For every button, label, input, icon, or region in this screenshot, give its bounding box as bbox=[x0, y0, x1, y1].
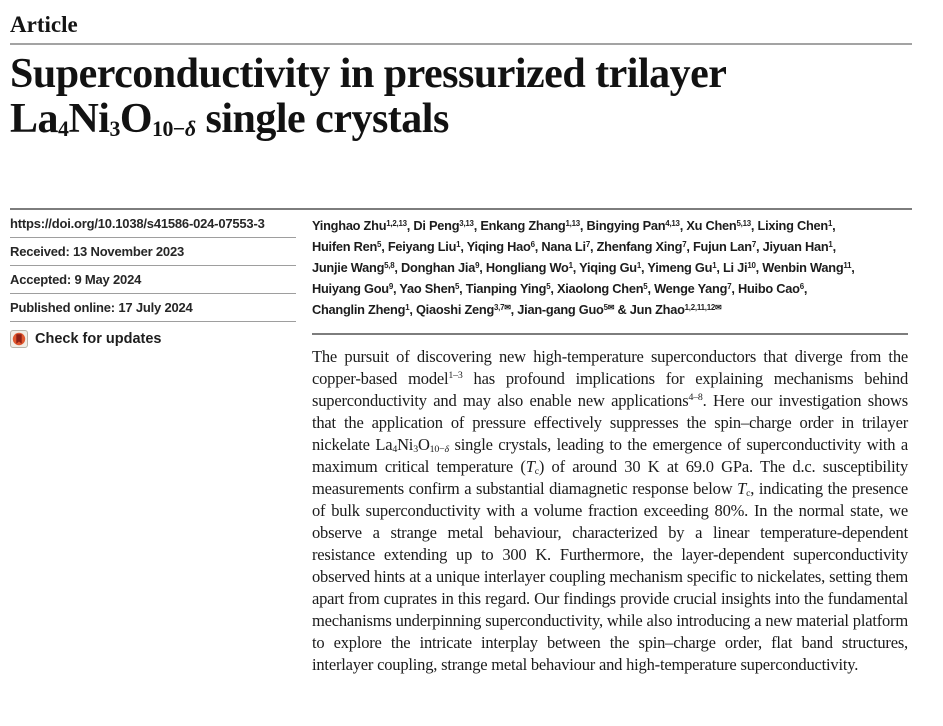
published-date: Published online: 17 July 2024 bbox=[10, 294, 296, 322]
article-kicker: Article bbox=[10, 12, 78, 37]
metadata-column bbox=[10, 210, 296, 348]
content-column bbox=[312, 210, 908, 676]
author-line: Changlin Zheng$^1$, Qiaoshi Zeng$^{3,7✉}$, Jian-gang Guo$^{5✉}$ & Jun Zhao$^{1,2,11,12✉}$ bbox=[312, 302, 722, 317]
title-line-2: $La_4Ni_3O_{10-\delta}$ single crystals bbox=[10, 96, 449, 142]
author-line: Huifen Ren$^5$, Feiyang Liu$^1$, Yiqing Hao$^6$, Nana Li$^7$, Zhenfang Xing$^7$, Fujun Lan$^7$, Jiyuan Han$^1$, bbox=[312, 239, 836, 254]
check-for-updates-button[interactable] bbox=[10, 330, 296, 348]
crossmark-icon bbox=[10, 330, 28, 348]
author-line: Junjie Wang$^{5,8}$, Donghan Jia$^9$, Hongliang Wo$^1$, Yiqing Gu$^1$, Yimeng Gu$^1$, Li Ji$^{10}$, Wenbin Wang$^{11}$, bbox=[312, 260, 855, 275]
author-line: Yinghao Zhu$^{1,2,13}$, Di Peng$^{3,13}$, Enkang Zhang$^{1,13}$, Bingying Pan$^{4,13}$, Xu Chen$^{5,13}$, Lixing Chen$^1$, bbox=[312, 218, 836, 233]
doi-link[interactable]: https://doi.org/10.1038/s41586-024-07553-3 bbox=[10, 210, 296, 238]
paper-title bbox=[10, 52, 912, 142]
title-line-1: Superconductivity in pressurized trilayer bbox=[10, 51, 727, 97]
check-for-updates-label: Check for updates bbox=[35, 331, 162, 347]
abstract-text: The pursuit of discovering new high-temperature superconductors that diverge from the copper-based model$^{1-3}$ has profound implications for explaining mechanisms behind superconductivity and may also enable new applications$^{4-8}$. Here our investigation shows that the application of pressure effectively suppresses the spin–charge order in trilayer nickelate $La_4Ni_3O_{10-\delta}$ single crystals, leading to the emergence of superconductivity with a maximum critical temperature $(T_c)$ of around 30 K at 69.0 GPa. The d.c. susceptibility measurements confirm a substantial diamagnetic response below $T_c$, indicating the presence of bulk superconductivity with a volume fraction exceeding 80%. In the normal state, we observe a strange metal behaviour, characterized by a linear temperature-dependent resistance extending up to 300 K. Furthermore, the layer-dependent superconductivity observed hints at a unique interlayer coupling mechanism specific to nickelates, setting them apart from cuprates in this regard. Our findings provide crucial insights into the fundamental mechanisms underpinning superconductivity, while also introducing a new material platform to explore the intricate interplay between the spin–charge order, flat band structures, interlayer coupling, strange metal behaviour and high-temperature superconductivity. bbox=[312, 347, 908, 674]
abstract-divider bbox=[312, 333, 908, 335]
two-column-layout bbox=[10, 210, 912, 676]
author-list bbox=[312, 210, 908, 320]
accepted-date: Accepted: 9 May 2024 bbox=[10, 266, 296, 294]
kicker-divider bbox=[10, 43, 912, 45]
received-date: Received: 13 November 2023 bbox=[10, 238, 296, 266]
author-line: Huiyang Gou$^9$, Yao Shen$^5$, Tianping Ying$^5$, Xiaolong Chen$^5$, Wenge Yang$^7$, Huibo Cao$^6$, bbox=[312, 281, 808, 296]
